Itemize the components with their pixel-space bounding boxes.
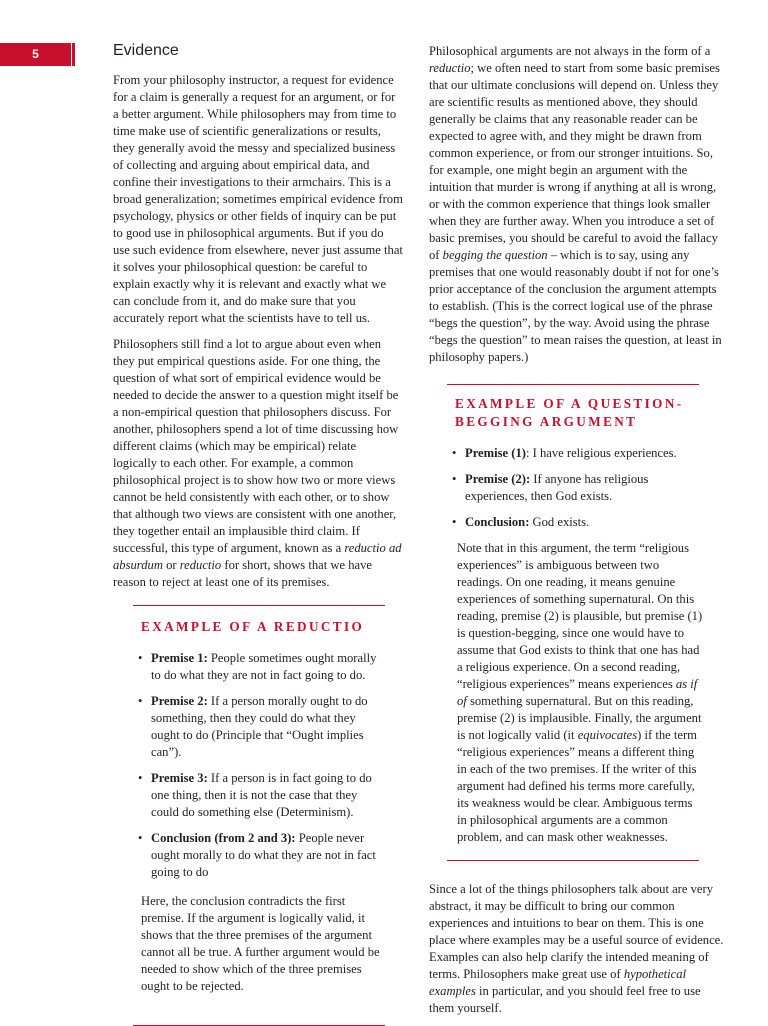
page-number: 5 — [32, 47, 39, 61]
premise-item: • Premise 3: If a person is in fact going to do one thing, then it is not the case that they could do something else (Determinism). — [135, 770, 385, 821]
box-bottom-rule — [447, 860, 699, 861]
conclusion-item: • Conclusion (from 2 and 3): People never ought morally to do what they are not in fact going to do — [135, 830, 385, 881]
body-paragraph: Philosophers still find a lot to argue about even when they put empirical questions aside. For one thing, the question of what sort of empirical evidence would be needed to decide the answer to a question might itself be a non-empirical question that philosophers discuss. For another, philosophers spend a lot of time discussing how different claims (which may be empirical) relate logically to each other. For example, a common philosophical project is to show how two or more views cannot be held consistently with each other, or to show that although two views are consistent with one another, they together entail an implausible third claim. If successful, this type of argument, known as a reductio ad absurdum or reductio for short, shows that we have reason to reject at least one of its premises. — [113, 337, 402, 589]
right-column — [429, 43, 727, 1026]
body-paragraph: From your philosophy instructor, a request for evidence for a claim is generally a request for an argument, or for a better argument. While philosophers may from time to time make use of scientific generalizations or results, they generally avoid the messy and specialized business of collecting and arguing about empirical data, and confine their investigations to their armchairs. This is a broad generalization; sometimes empirical evidence from psychology, physics or other fields of inquiry can be put to good use in philosophical arguments. But if you do use such evidence from elsewhere, never just assume that it solves your philosophical question: be careful to explain exactly why it is relevant and exactly what we can conclude from it, and do make sure that you accurately report what the scientists have to tell us. — [113, 73, 403, 325]
box-top-rule — [133, 605, 385, 606]
body-paragraph: Philosophical arguments are not always in the form of a reductio; we often need to start from some basic premises that our ultimate conclusions will depend on. Unless they are scientific results as mentioned above, they should generally be claims that any reasonable reader can be expected to agree with, and they might be drawn from common experience, or from our stronger intuitions. So, for example, one might begin an argument with the intuition that murder is wrong if anything at all is wrong, or with the common experience that things look smaller when they are further away. When you introduce a set of basic premises, you should be careful to avoid the fallacy of begging the question – which is to say, using any premises that one would reasonably doubt if not for one’s prior acceptance of the conclusion the argument attempts to establish. (This is the correct logical use of the phrase “begs the question”, by the way. Avoid using the phrase “begs the question” to mean raises the question, at least in philosophy papers.) — [429, 44, 722, 364]
premise-list — [449, 445, 699, 531]
box-title: EXAMPLE OF A QUESTION-BEGGING ARGUMENT — [455, 396, 684, 429]
page-tab-rule — [72, 43, 75, 66]
left-column — [113, 72, 403, 1026]
box-title: EXAMPLE OF A REDUCTIO — [141, 619, 365, 634]
box-note: Note that in this argument, the term “religious experiences” is ambiguous between two readings. On one reading, it means genuine experiences of something supernatural. On this reading, premise (2) is plausible, but premise (1) is question-begging, since one would have to assume that God exists to think that one has had a religious experience. On a second reading, “religious experiences” means experiences as if of something supernatural. But on this reading, premise (2) is implausible. Finally, the argument is not logically valid (it equivocates) if the term “religious experiences” means a different thing in each of the two premises. If the writer of this argument had defined his terms more carefully, its weakness would be clear. Ambiguous terms in philosophical arguments are a common problem, and can mask other weaknesses. — [457, 541, 703, 844]
premise-item: • Premise 2: If a person morally ought to do something, then they could do what they ought to do (Principle that “Ought implies can”). — [135, 693, 385, 761]
premise-item: • Premise (2): If anyone has religious experiences, then God exists. — [449, 471, 699, 505]
question-begging-example-box — [447, 384, 703, 861]
body-paragraph: Since a lot of the things philosophers talk about are very abstract, it may be difficult to bring our common experiences and intuitions to bear on them. This is one place where examples may be a useful source of evidence. Examples can also help clarify the intended meaning of terms. Philosophers make great use of hypothetical examples in particular, and you should feel free to use them yourself. — [429, 882, 724, 1015]
section-heading: Evidence — [113, 42, 179, 59]
box-top-rule — [447, 384, 699, 385]
conclusion-item: • Conclusion: God exists. — [449, 514, 699, 531]
reductio-example-box — [133, 605, 385, 1026]
box-note: Here, the conclusion contradicts the first premise. If the argument is logically valid, it shows that the three premises of the argument cannot all be true. A further argument would be needed to show which of the three premises ought to be rejected. — [141, 894, 380, 993]
premise-list — [135, 650, 385, 881]
premise-item: • Premise (1): I have religious experiences. — [449, 445, 699, 462]
premise-item: • Premise 1: People sometimes ought morally to do what they are not in fact going to do. — [135, 650, 385, 684]
